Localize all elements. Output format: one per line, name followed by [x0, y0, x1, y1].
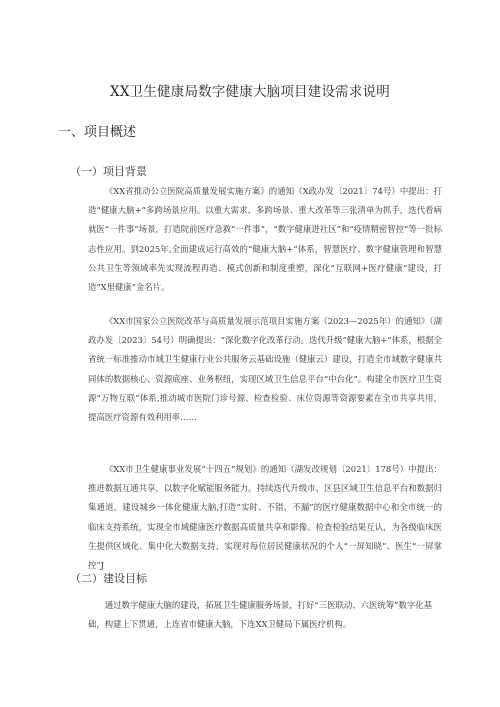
paragraph-background-3: 《XX市卫生健康事业发展“十四五”规划》的通知（湖发改规划〔2021〕178号）中提出：推进数据互通共享，以数字化赋能服务能力。持续迭代升级市、区县区域卫生信息平台和数据归集通道，建设城乡一体化健康大脑,打造“实时、不错、不漏”的医疗健康数据中心和全市统一的临床支持系统，实现全市域健康医疗数据高质量共享和影像、检查检验结果互认，为各级临床医生提供区域化、集中化大数据支持，实现对每位居民健康状况的个人“一屏知晓”、医生“一屏掌控”J — [88, 464, 442, 571]
paragraph-goals-1: 通过数字健康大脑的建设，拓展卫生健康服务场景，打好“三医联动、六医统筹”数字化基础，构建上下贯通，上连省市健康大脑，下连XX卫健局下属医疗机构。 — [88, 600, 432, 630]
subsection-heading-goals: （二）建设目标 — [70, 572, 147, 585]
document-title: XX卫生健康局数字健康大脑项目建设需求说明 — [110, 84, 390, 100]
paragraph-background-1: 《XX省推动公立医院高质量发展实施方案》的通知（X政办发〔2021〕74号）中提出：打造“健康大脑+”多跨场景应用。以重大需求、多跨场景、重大改革等三张清单为抓手，迭代看病就医“一件事”场景，打造院前医疗急救“一件事”，“数字健康进社区”和“疫情精密智控”等一批标志性应用。到2025年,全面建成运行高效的“健康大脑+”体系，智慧医疗、数字健康管理和智慧公共卫生等领域率先实现流程再造、模式创新和制度重塑，深化“互联网+医疗健康”建设，打造“X里健康”金名片。 — [88, 186, 442, 293]
subsection-heading-background: （一）项目背景 — [70, 165, 147, 178]
section-heading-overview: 一、项目概述 — [58, 125, 137, 140]
paragraph-background-2: 《XX市国家公立医院改革与高质量发展示范项目实施方案（2023—2025年）的通知》（湖政办发〔2023〕54号）明确提出：“深化数字化改革行动。迭代升级“健康大脑+”体系，根据全省统一标准推动市域卫生健康行业公共服务云基础设施（健康云）建设，打造全市域数字健康共同体的数据核心、资源底座、业务枢纽，实现区域卫生信息平台“中台化”。构建全市医疗卫生资源“万物互联”体系,推动城市医院门诊号源、检查检验、床位资源等资源要素在全市共享共用，提高医疗资源有效利用率…… — [88, 316, 442, 423]
